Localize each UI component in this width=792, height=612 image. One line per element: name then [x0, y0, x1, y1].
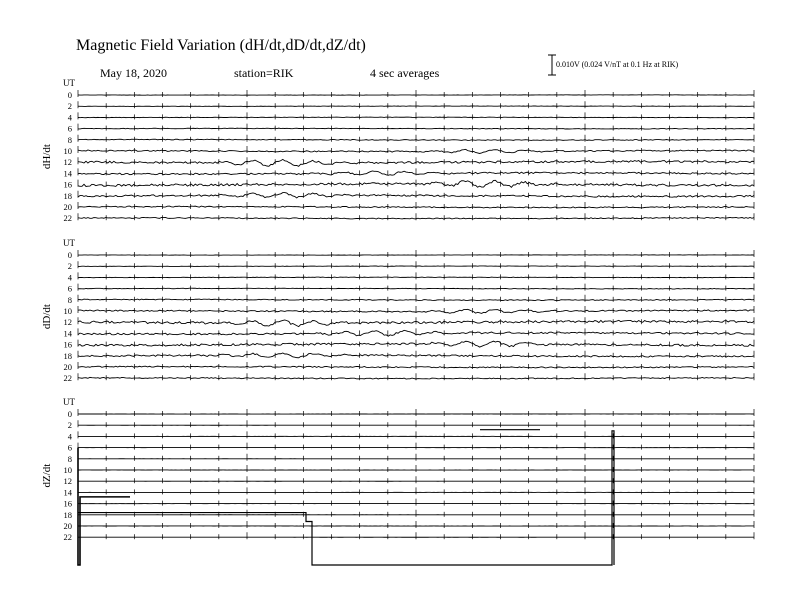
- panel-ylabel: dD/dt: [41, 304, 53, 330]
- row-label: 10: [63, 306, 72, 316]
- row-label: 12: [63, 157, 72, 168]
- panel-ylabel: dZ/dt: [41, 463, 53, 488]
- row-label: 22: [63, 532, 72, 543]
- row-label: 6: [67, 442, 72, 453]
- trace-line: [78, 266, 754, 267]
- row-label: 20: [63, 521, 72, 531]
- row-label: 20: [63, 202, 72, 212]
- dz-step-artifact: [78, 448, 130, 565]
- row-label: 18: [63, 509, 72, 520]
- row-label: 16: [63, 339, 72, 350]
- trace-line: [78, 106, 754, 107]
- trace-line: [78, 117, 754, 118]
- panel-ylabel: dH/dt: [41, 144, 53, 170]
- row-label: 0: [67, 250, 72, 260]
- row-label: 2: [67, 261, 72, 272]
- date-label: May 18, 2020: [100, 66, 167, 80]
- trace-line: [78, 128, 754, 129]
- row-label: 10: [63, 146, 72, 156]
- row-label: 2: [67, 101, 72, 112]
- ut-label: UT: [63, 238, 75, 248]
- scale-bar-label: 0.010V (0.024 V/nT at 0.1 Hz at RIK): [556, 60, 679, 69]
- ut-label: UT: [63, 78, 75, 88]
- trace-line: [78, 288, 754, 289]
- row-label: 0: [67, 409, 72, 419]
- row-label: 16: [63, 498, 72, 509]
- row-label: 8: [67, 453, 72, 464]
- row-label: 6: [67, 123, 72, 134]
- row-label: 4: [67, 431, 72, 442]
- row-label: 8: [67, 294, 72, 305]
- row-label: 20: [63, 362, 72, 372]
- row-label: 6: [67, 283, 72, 294]
- chart-title: Magnetic Field Variation (dH/dt,dD/dt,dZ/dt): [76, 37, 366, 54]
- row-label: 14: [63, 487, 72, 498]
- station-label: station=RIK: [234, 66, 294, 80]
- row-label: 4: [67, 272, 72, 283]
- ut-label: UT: [63, 397, 75, 407]
- row-label: 2: [67, 420, 72, 431]
- row-label: 10: [63, 465, 72, 475]
- row-label: 0: [67, 90, 72, 100]
- averaging-label: 4 sec averages: [370, 66, 440, 80]
- row-label: 14: [63, 328, 72, 339]
- row-label: 18: [63, 190, 72, 201]
- trace-line: [78, 277, 754, 278]
- row-label: 12: [63, 317, 72, 328]
- row-label: 14: [63, 168, 72, 179]
- row-label: 22: [63, 213, 72, 224]
- row-label: 16: [63, 179, 72, 190]
- dz-step-artifact: [78, 431, 614, 565]
- row-label: 12: [63, 476, 72, 487]
- row-label: 4: [67, 112, 72, 123]
- row-label: 8: [67, 134, 72, 145]
- row-label: 22: [63, 373, 72, 384]
- row-label: 18: [63, 350, 72, 361]
